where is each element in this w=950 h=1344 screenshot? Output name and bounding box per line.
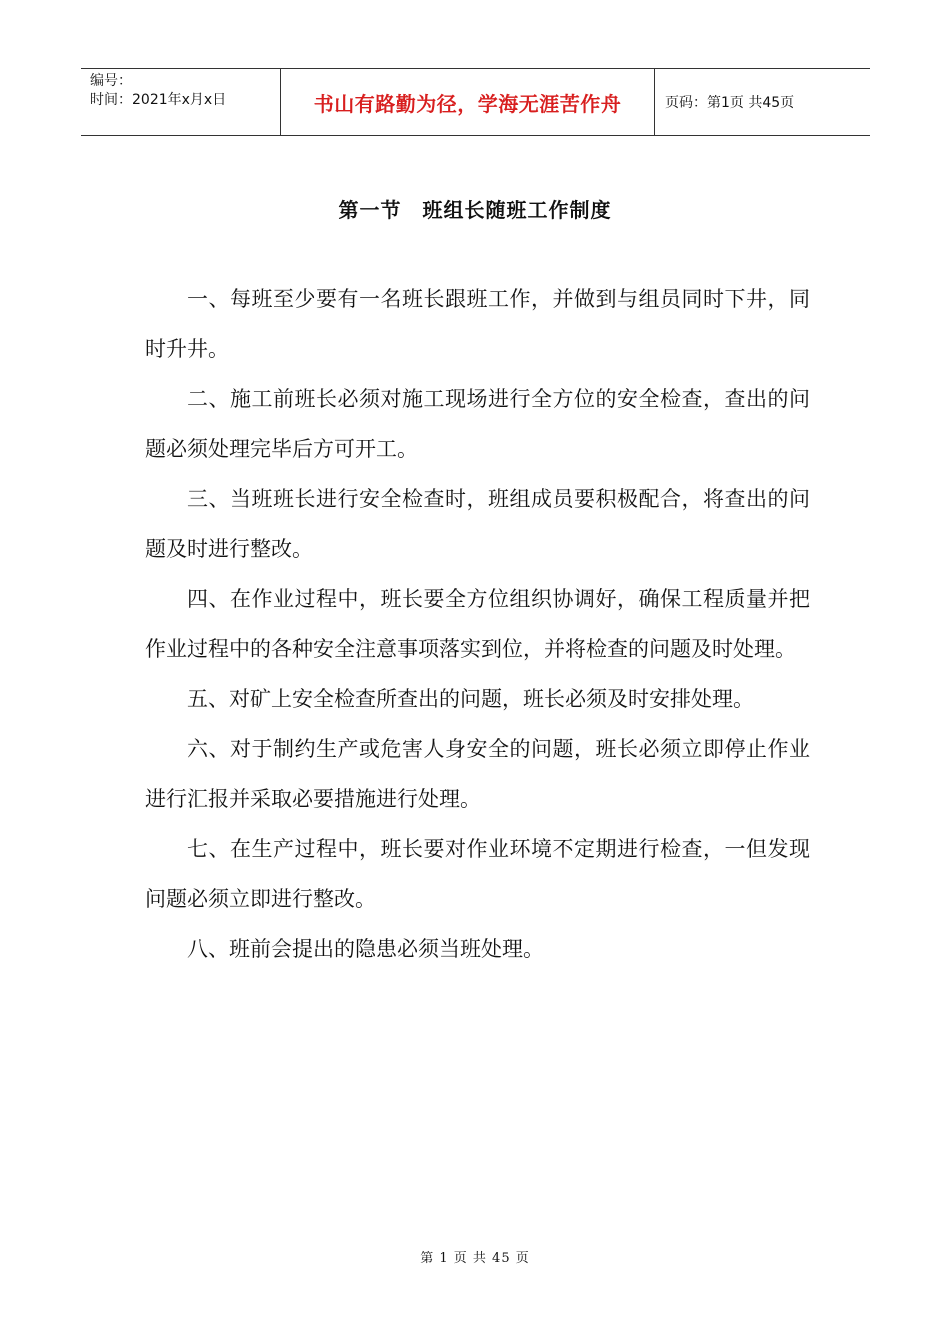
header-page-cell <box>655 69 870 135</box>
header-meta-cell <box>81 69 281 135</box>
document-header <box>81 68 870 136</box>
header-page-info: 页码：第1页 共45页 <box>665 95 795 111</box>
paragraph-5: 五、对矿上安全检查所查出的问题，班长必须及时安排处理。 <box>187 687 754 711</box>
document-code-label: 编号： <box>90 73 132 89</box>
paragraph-7: 七、在生产过程中，班长要对作业环境不定期进行检查，一但发现问题必须立即进行整改。 <box>145 837 810 911</box>
paragraph-6: 六、对于制约生产或危害人身安全的问题，班长必须立即停止作业进行汇报并采取必要措施进行处理。 <box>145 737 810 811</box>
paragraph-2: 二、施工前班长必须对施工现场进行全方位的安全检查，查出的问题必须处理完毕后方可开工。 <box>145 387 810 461</box>
document-body <box>145 274 810 974</box>
header-slogan: 书山有路勤为径，学海无涯苦作舟 <box>313 91 622 116</box>
header-slogan-cell <box>281 69 655 135</box>
paragraph-4: 四、在作业过程中，班长要全方位组织协调好，确保工程质量并把作业过程中的各种安全注意事项落实到位，并将检查的问题及时处理。 <box>145 587 810 661</box>
document-date-label: 时间：2021年x月x日 <box>90 92 227 108</box>
paragraph-3: 三、当班班长进行安全检查时，班组成员要积极配合，将查出的问题及时进行整改。 <box>145 487 810 561</box>
page-footer: 第 1 页 共 45 页 <box>420 1251 530 1266</box>
paragraph-8: 八、班前会提出的隐患必须当班处理。 <box>187 937 544 961</box>
document-title: 第一节 班组长随班工作制度 <box>338 198 612 222</box>
paragraph-1: 一、每班至少要有一名班长跟班工作，并做到与组员同时下井，同时升井。 <box>145 287 810 361</box>
